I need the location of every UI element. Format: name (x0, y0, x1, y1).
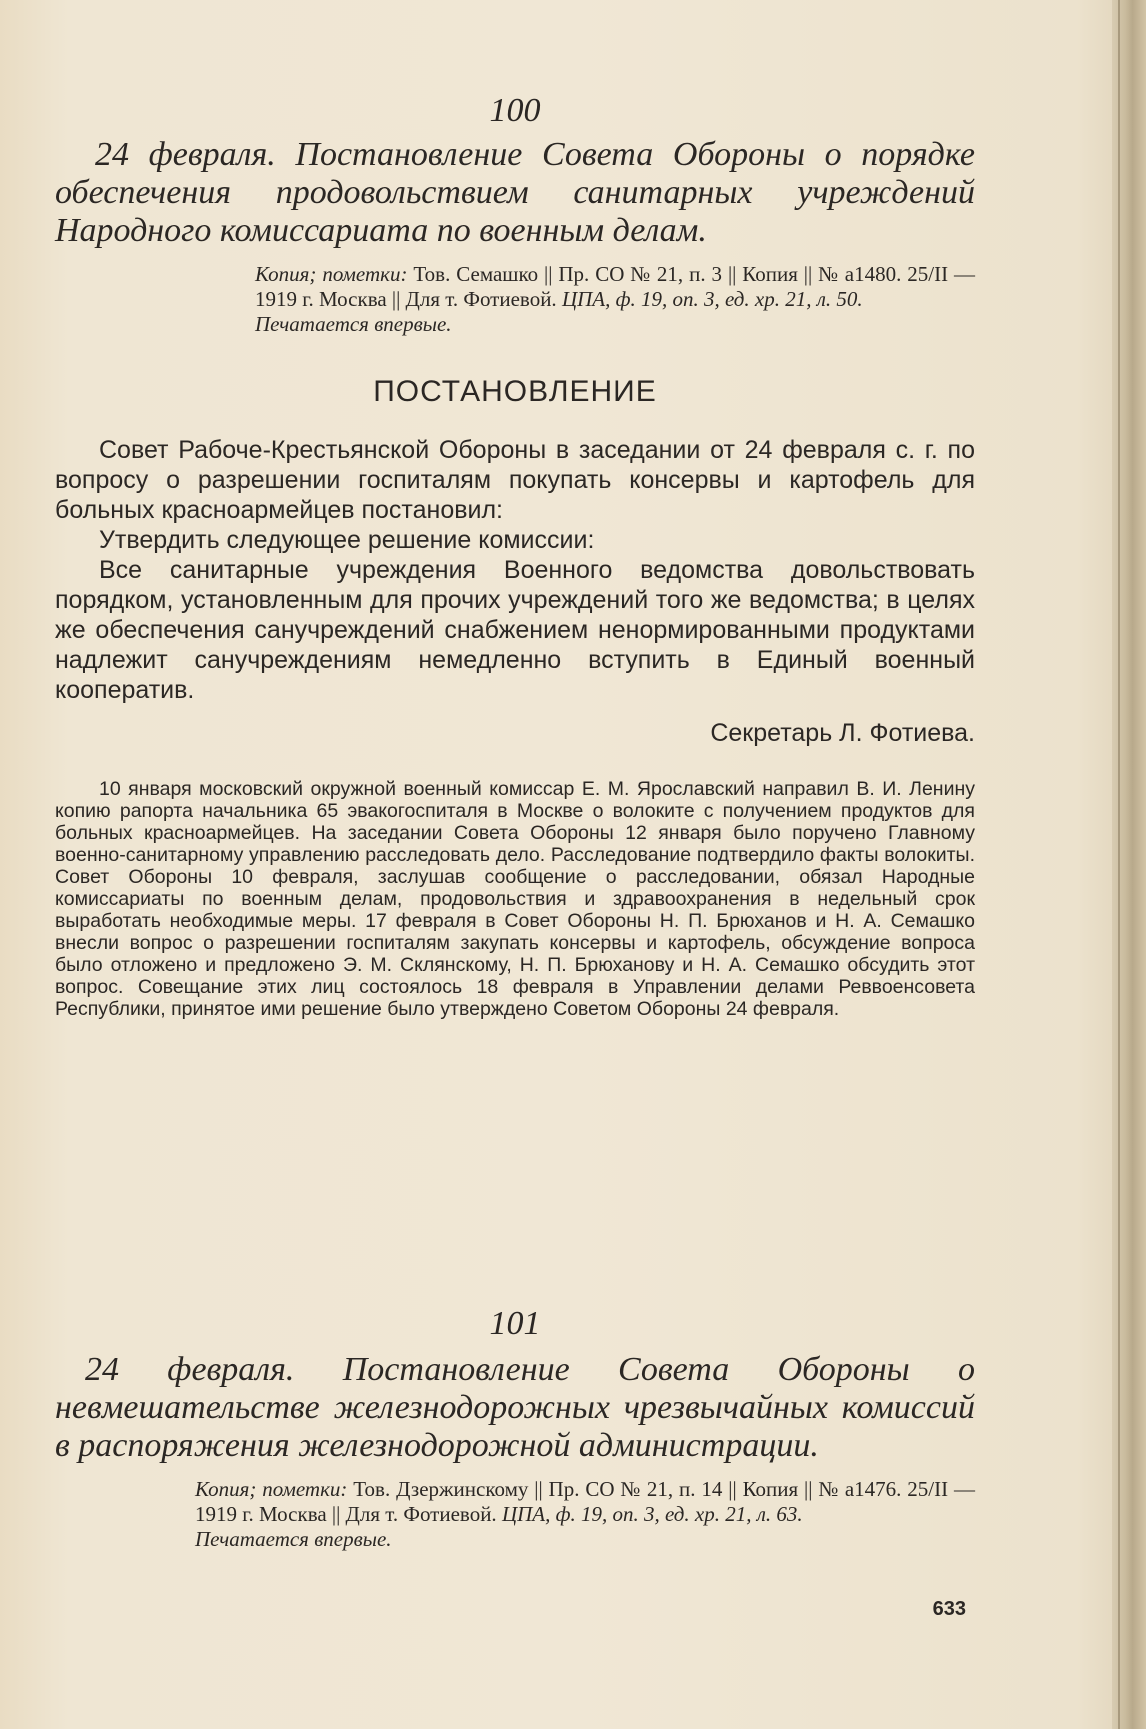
document-101 (55, 1305, 975, 1552)
document-meta (55, 1477, 975, 1552)
editorial-note: 10 января московский окружной военный комиссар Е. М. Ярославский направил В. И. Ленину копию рапорта начальника 65 эвакогоспиталя в Москве о волоките с получением продуктов для больных красноармейцев. На заседании Совета Обороны 12 января было поручено Главному военно-санитарному управлению расследовать дело. Расследование подтвердило факты волокиты. Совет Обороны 10 февраля, заслушав сообщение о расследовании, обязал Народные комиссариаты по военным делам, продовольствия и здравоохранения в недельный срок выработать необходимые меры. 17 февраля в Совет Обороны Н. П. Брюханов и Н. А. Семашко внесли вопрос о разрешении госпиталям закупать консервы и картофель, обсуждение вопроса было отложено и предложено Э. М. Склянскому, Н. П. Брюханову и Н. А. Семашко обсудить этот вопрос. Совещание этих лиц состоялось 18 февраля в Управлении делами Реввоенсовета Республики, принятое ими решение было утверждено Советом Обороны 24 февраля. (55, 778, 975, 1020)
document-100 (55, 92, 975, 1020)
document-title: 24 февраля. Постановление Совета Обороны о невмешательстве железнодорожных чрезвычайных комиссий в распоряжения железнодорожной администрации. (55, 1351, 975, 1464)
meta-printed: Печатается впервые. (195, 1527, 392, 1551)
document-title: 24 февраля. Постановление Совета Обороны о порядке обеспечения продовольствием санитарных учреждений Народного комиссариата по военным делам. (55, 136, 975, 249)
meta-notes: Тов. Семашко || Пр. СО № 21, п. 3 || Копия || № a1480. 25/II — 1919 г. Москва || Для т. Фотиевой. (255, 262, 976, 311)
meta-archive: ЦПА, ф. 19, оп. 3, ед. хр. 21, л. 50. (561, 287, 863, 311)
document-number: 101 (489, 1305, 541, 1342)
meta-kopiya: Копия; пометки: (195, 1477, 348, 1501)
page-number: 633 (932, 1598, 966, 1620)
meta-archive: ЦПА, ф. 19, оп. 3, ед. хр. 21, л. 63. (501, 1502, 803, 1526)
resolution-paragraph: Совет Рабоче-Крестьянской Обороны в заседании от 24 февраля с. г. по вопросу о разрешении госпиталям покупать консервы и картофель для больных красноармейцев постановил: (55, 436, 975, 524)
resolution-paragraph: Утвердить следующее решение комиссии: (99, 526, 595, 554)
signature: Секретарь Л. Фотиева. (710, 719, 975, 747)
book-spine (1112, 0, 1146, 1729)
meta-printed: Печатается впервые. (255, 312, 452, 336)
resolution-heading: ПОСТАНОВЛЕНИЕ (373, 375, 657, 408)
document-number: 100 (489, 92, 541, 129)
meta-kopiya: Копия; пометки: (255, 262, 408, 286)
document-meta (55, 262, 975, 337)
resolution-paragraph: Все санитарные учреждения Военного ведомства довольствовать порядком, установленным для прочих учреждений того же ведомства; в целях же обеспечения санучреждений снабжением ненормированными продуктами надлежит санучреждениям немедленно вступить в Единый военный кооператив. (55, 556, 975, 704)
meta-notes: Тов. Дзержинскому || Пр. СО № 21, п. 14 || Копия || № a1476. 25/II — 1919 г. Москва || Для т. Фотиевой. (195, 1477, 976, 1526)
